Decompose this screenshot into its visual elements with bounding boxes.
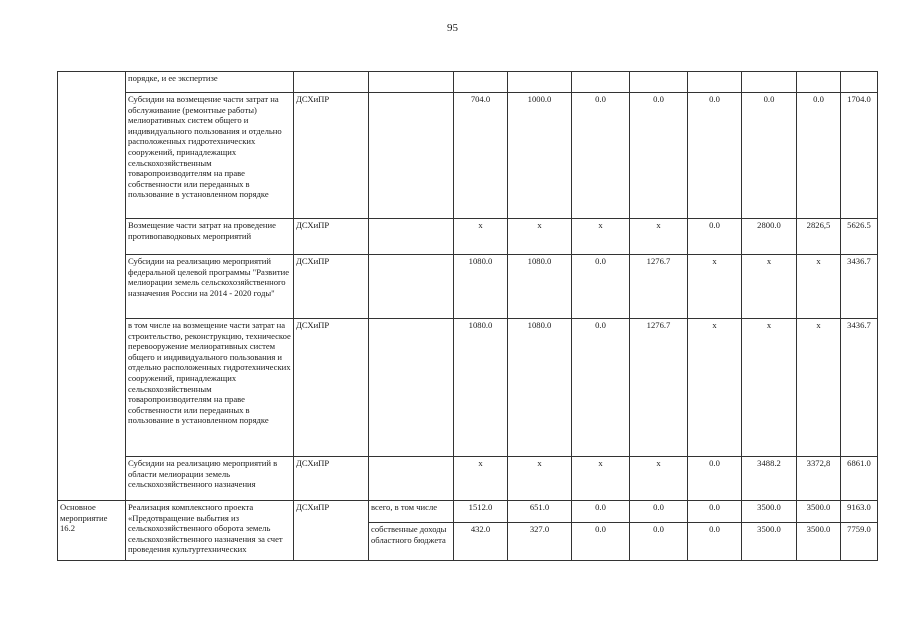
value-cell: 0.0 [572, 93, 630, 219]
value-cell: 1000.0 [508, 93, 572, 219]
value-cell: 0.0 [797, 93, 841, 219]
value-cell [797, 72, 841, 93]
total-cell: 9163.0 [841, 501, 878, 523]
total-cell: 3436.7 [841, 255, 878, 319]
value-cell: x [630, 219, 688, 255]
value-cell: x [508, 219, 572, 255]
value-cell: 3500.0 [797, 501, 841, 523]
executor-cell [294, 72, 369, 93]
value-cell: x [572, 219, 630, 255]
value-cell: 3488.2 [742, 457, 797, 501]
value-cell [630, 72, 688, 93]
budget-table [57, 71, 878, 561]
value-cell: 1080.0 [454, 255, 508, 319]
funding-source-cell [369, 72, 454, 93]
value-cell: 327.0 [508, 523, 572, 561]
measure-description: Возмещение части затрат на проведение противопаводковых мероприятий [126, 219, 294, 255]
value-cell: 0.0 [572, 523, 630, 561]
funding-source-cell: собственные доходы областного бюджета [369, 523, 454, 561]
value-cell: 432.0 [454, 523, 508, 561]
value-cell: 651.0 [508, 501, 572, 523]
funding-source-cell [369, 255, 454, 319]
value-cell [742, 72, 797, 93]
value-cell [688, 72, 742, 93]
value-cell: 1276.7 [630, 319, 688, 457]
executor-cell: ДСХиПР [294, 457, 369, 501]
value-cell: x [454, 219, 508, 255]
value-cell: 2800.0 [742, 219, 797, 255]
value-cell: x [630, 457, 688, 501]
value-cell: x [454, 457, 508, 501]
value-cell: 0.0 [572, 319, 630, 457]
value-cell: x [742, 255, 797, 319]
value-cell: 1080.0 [508, 255, 572, 319]
value-cell: x [688, 255, 742, 319]
total-cell: 6861.0 [841, 457, 878, 501]
value-cell: 0.0 [630, 501, 688, 523]
table-row [58, 319, 878, 457]
value-cell: 0.0 [572, 501, 630, 523]
value-cell: x [742, 319, 797, 457]
table-row [58, 93, 878, 219]
value-cell: x [572, 457, 630, 501]
total-cell: 3436.7 [841, 319, 878, 457]
value-cell: 0.0 [742, 93, 797, 219]
value-cell: 0.0 [688, 523, 742, 561]
event-label: Основное мероприятие 16.2 [58, 501, 126, 561]
funding-source-cell [369, 219, 454, 255]
measure-description: Субсидии на реализацию мероприятий в области мелиорации земель сельскохозяйственного назначения [126, 457, 294, 501]
value-cell [508, 72, 572, 93]
measure-description: Субсидии на реализацию мероприятий федеральной целевой программы "Развитие мелиорации земель сельскохозяйственного назначения России на 2014 - 2020 годы" [126, 255, 294, 319]
table-row [58, 501, 878, 523]
funding-source-cell [369, 93, 454, 219]
value-cell: 1080.0 [454, 319, 508, 457]
executor-cell: ДСХиПР [294, 501, 369, 561]
value-cell: 0.0 [688, 93, 742, 219]
value-cell: x [797, 255, 841, 319]
event-cell-continued [58, 72, 126, 501]
measure-description: порядке, и ее экспертизе [126, 72, 294, 93]
value-cell: 3500.0 [742, 523, 797, 561]
funding-source-cell [369, 457, 454, 501]
value-cell: x [797, 319, 841, 457]
executor-cell: ДСХиПР [294, 219, 369, 255]
value-cell: 1276.7 [630, 255, 688, 319]
value-cell: 0.0 [630, 523, 688, 561]
executor-cell: ДСХиПР [294, 93, 369, 219]
funding-source-cell [369, 319, 454, 457]
value-cell: 0.0 [688, 457, 742, 501]
value-cell: 3500.0 [742, 501, 797, 523]
value-cell: 0.0 [688, 219, 742, 255]
value-cell: x [688, 319, 742, 457]
page-number: 95 [447, 22, 458, 34]
value-cell: 0.0 [688, 501, 742, 523]
measure-description: Реализация комплексного проекта «Предотвращение выбытия из сельскохозяйственного оборота земель сельскохозяйственного назначения за счет проведения культуртехнических [126, 501, 294, 561]
value-cell: x [508, 457, 572, 501]
table-row [58, 219, 878, 255]
value-cell: 3372,8 [797, 457, 841, 501]
total-cell: 5626.5 [841, 219, 878, 255]
table-row [58, 255, 878, 319]
value-cell: 704.0 [454, 93, 508, 219]
value-cell: 1512.0 [454, 501, 508, 523]
value-cell: 3500.0 [797, 523, 841, 561]
executor-cell: ДСХиПР [294, 255, 369, 319]
value-cell: 1080.0 [508, 319, 572, 457]
value-cell: 2826,5 [797, 219, 841, 255]
value-cell [454, 72, 508, 93]
table-row [58, 72, 878, 93]
measure-description: в том числе на возмещение части затрат на строительство, реконструкцию, техническое перевооружение мелиоративных систем общего и индивидуального пользования и отдельно расположенных гидротехнических сооружений, принадлежащих сельскохозяйственным товаропроизводителям на праве собственности или переданных в пользование в установленном порядке [126, 319, 294, 457]
value-cell: 0.0 [630, 93, 688, 219]
value-cell: 0.0 [572, 255, 630, 319]
executor-cell: ДСХиПР [294, 319, 369, 457]
total-cell: 7759.0 [841, 523, 878, 561]
measure-description: Субсидии на возмещение части затрат на обслуживание (ремонтные работы) мелиоративных систем общего и индивидуального пользования и отдельно расположенных гидротехнических сооружений, принадлежащих сельскохозяйственным товаропроизводителям на праве собственности или переданных в пользование в установленном порядке [126, 93, 294, 219]
funding-source-cell: всего, в том числе [369, 501, 454, 523]
total-cell: 1704.0 [841, 93, 878, 219]
total-cell [841, 72, 878, 93]
value-cell [572, 72, 630, 93]
table-row [58, 457, 878, 501]
